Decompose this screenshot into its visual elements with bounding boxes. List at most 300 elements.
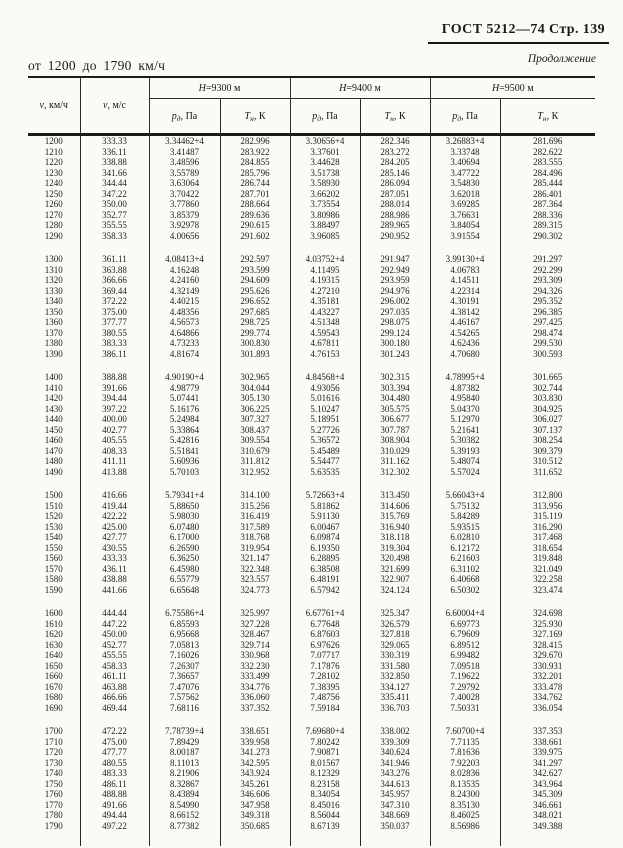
table-cell: 7.59184 xyxy=(290,703,360,714)
table-cell: 296.652 xyxy=(220,296,290,307)
table-cell: 321.147 xyxy=(220,553,290,564)
table-cell: 366.66 xyxy=(80,275,149,286)
table-cell: 3.69285 xyxy=(430,199,500,210)
table-row xyxy=(28,178,595,189)
table-cell: 1720 xyxy=(44,747,63,757)
table-cell: 350.685 xyxy=(220,821,290,832)
table-cell: 6.26590 xyxy=(149,543,220,554)
table-cell: 4.40215 xyxy=(149,296,220,307)
table-cell: 6.57942 xyxy=(290,585,360,596)
table-cell: 317.589 xyxy=(220,522,290,533)
table-cell: 3.47722 xyxy=(430,168,500,179)
table-cell: 8.45016 xyxy=(290,800,360,811)
table-cell: 338.88 xyxy=(80,157,149,168)
table-cell: 6.21603 xyxy=(430,553,500,564)
table-cell: 419.44 xyxy=(80,501,149,512)
table-cell: 433.33 xyxy=(80,553,149,564)
table-cell: 330.968 xyxy=(220,650,290,661)
table-cell: 350.037 xyxy=(360,821,430,832)
table-cell: 8.21906 xyxy=(149,768,220,779)
table-cell: 6.60004+4 xyxy=(430,608,500,619)
table-cell: 4.03752+4 xyxy=(290,254,360,265)
table-cell: 302.965 xyxy=(220,372,290,383)
table-cell: 325.347 xyxy=(360,608,430,619)
table-cell: 6.69773 xyxy=(430,619,500,630)
table-cell: 314.606 xyxy=(360,501,430,512)
table-cell: 311.652 xyxy=(500,467,595,478)
table-cell: 6.85593 xyxy=(149,619,220,630)
data-table xyxy=(28,76,595,846)
table-cell: 1550 xyxy=(44,542,63,553)
table-cell: 285.796 xyxy=(220,168,290,179)
table-cell: 438.88 xyxy=(80,574,149,585)
table-cell: 289.965 xyxy=(360,220,430,231)
table-cell: 380.55 xyxy=(80,328,149,339)
spacer-cell xyxy=(80,241,149,254)
table-cell: 6.95668 xyxy=(149,629,220,640)
spacer-cell xyxy=(80,477,149,490)
range-label: от 1200 до 1790 км/ч xyxy=(28,58,166,73)
table-cell: 314.100 xyxy=(220,490,290,501)
table-cell: 298.725 xyxy=(220,317,290,328)
table-cell: 327.169 xyxy=(500,629,595,640)
spacer-cell xyxy=(220,713,290,726)
spacer-cell xyxy=(430,831,500,846)
t-unit: , К xyxy=(546,110,559,122)
table-cell: 5.33864 xyxy=(149,425,220,436)
table-row xyxy=(28,532,595,543)
table-cell: 324.698 xyxy=(500,608,595,619)
table-cell: 3.62018 xyxy=(430,189,500,200)
table-cell: 6.02810 xyxy=(430,532,500,543)
table-cell: 343.964 xyxy=(500,779,595,790)
table-cell: 288.986 xyxy=(360,210,430,221)
table-cell: 304.044 xyxy=(220,383,290,394)
table-cell: 327.228 xyxy=(220,619,290,630)
table-cell: 318.768 xyxy=(220,532,290,543)
block-spacer-row xyxy=(28,713,595,726)
table-cell: 288.336 xyxy=(500,210,595,221)
table-cell: 319.304 xyxy=(360,543,430,554)
table-cell: 5.24984 xyxy=(149,414,220,425)
table-cell: 6.07480 xyxy=(149,522,220,533)
table-cell: 285.146 xyxy=(360,168,430,179)
spacer-cell xyxy=(430,477,500,490)
table-cell: 402.77 xyxy=(80,425,149,436)
table-cell: 3.48596 xyxy=(149,157,220,168)
table-cell: 5.75132 xyxy=(430,501,500,512)
table-cell: 312.952 xyxy=(220,467,290,478)
table-cell: 335.411 xyxy=(360,692,430,703)
table-cell: 312.302 xyxy=(360,467,430,478)
table-cell: 342.627 xyxy=(500,768,595,779)
table-cell: 4.62436 xyxy=(430,338,500,349)
table-row xyxy=(28,574,595,585)
col-header-t-9300 xyxy=(220,99,290,135)
table-cell: 6.89512 xyxy=(430,640,500,651)
p-symbol: p xyxy=(171,110,177,122)
table-cell: 4.06783 xyxy=(430,265,500,276)
table-cell: 6.65648 xyxy=(149,585,220,596)
table-cell: 1760 xyxy=(44,789,63,799)
table-cell: 7.28102 xyxy=(290,671,360,682)
table-cell: 422.22 xyxy=(80,511,149,522)
spacer-cell xyxy=(28,359,80,372)
table-cell: 477.77 xyxy=(80,747,149,758)
table-cell: 292.949 xyxy=(360,265,430,276)
p-unit: , Па xyxy=(321,110,338,122)
table-cell: 369.44 xyxy=(80,286,149,297)
table-cell: 6.17000 xyxy=(149,532,220,543)
table-cell: 319.954 xyxy=(220,543,290,554)
block-spacer-row xyxy=(28,477,595,490)
table-cell: 4.81674 xyxy=(149,349,220,360)
table-cell: 3.92978 xyxy=(149,220,220,231)
t-unit: , К xyxy=(253,110,266,122)
v-symbol: v xyxy=(103,100,108,111)
table-cell: 1770 xyxy=(44,799,63,810)
table-cell: 1290 xyxy=(44,230,63,241)
table-cell: 3.40694 xyxy=(430,157,500,168)
table-row xyxy=(28,671,595,682)
table-cell: 306.225 xyxy=(220,404,290,415)
t-subscript: н xyxy=(250,113,254,123)
table-cell: 338.651 xyxy=(220,726,290,737)
table-cell: 340.624 xyxy=(360,747,430,758)
spacer-cell xyxy=(220,241,290,254)
table-cell: 8.56044 xyxy=(290,810,360,821)
spacer-cell xyxy=(290,359,360,372)
table-cell: 413.88 xyxy=(80,467,149,478)
table-cell: 328.415 xyxy=(500,640,595,651)
table-row xyxy=(28,726,595,737)
t-subscript: н xyxy=(542,113,547,123)
table-cell: 332.850 xyxy=(360,671,430,682)
spacer-cell xyxy=(149,477,220,490)
table-cell: 347.22 xyxy=(80,189,149,200)
table-row xyxy=(28,456,595,467)
table-cell: 4.78995+4 xyxy=(430,372,500,383)
table-cell: 332.201 xyxy=(500,671,595,682)
table-cell: 4.08413+4 xyxy=(149,254,220,265)
table-cell: 427.77 xyxy=(80,532,149,543)
table-cell: 284.205 xyxy=(360,157,430,168)
table-cell: 3.73554 xyxy=(290,199,360,210)
table-cell: 425.00 xyxy=(80,522,149,533)
t-symbol: T xyxy=(384,110,391,122)
table-cell: 309.379 xyxy=(500,446,595,457)
table-row xyxy=(28,199,595,210)
p-subscript: д xyxy=(457,113,462,123)
table-cell: 304.480 xyxy=(360,393,430,404)
table-cell: 341.297 xyxy=(500,758,595,769)
table-cell: 4.27210 xyxy=(290,286,360,297)
table-cell: 5.36572 xyxy=(290,435,360,446)
table-cell: 363.88 xyxy=(80,265,149,276)
table-cell: 3.55789 xyxy=(149,168,220,179)
table-cell: 311.812 xyxy=(220,456,290,467)
table-cell: 8.00187 xyxy=(149,747,220,758)
table-cell: 3.63064 xyxy=(149,178,220,189)
table-cell: 3.91554 xyxy=(430,231,500,242)
table-cell: 441.66 xyxy=(80,585,149,596)
spacer-cell xyxy=(290,477,360,490)
table-cell: 286.744 xyxy=(220,178,290,189)
table-cell: 8.23158 xyxy=(290,779,360,790)
table-cell: 1200 xyxy=(44,136,63,146)
table-cell: 7.29792 xyxy=(430,682,500,693)
table-cell: 324.773 xyxy=(220,585,290,596)
table-cell: 297.425 xyxy=(500,317,595,328)
table-cell: 1370 xyxy=(44,327,63,338)
table-cell: 286.401 xyxy=(500,189,595,200)
table-cell: 6.19350 xyxy=(290,543,360,554)
table-cell: 348.021 xyxy=(500,810,595,821)
spacer-cell xyxy=(80,713,149,726)
p-subscript: д xyxy=(176,113,181,123)
table-row xyxy=(28,682,595,693)
col-header-t-9400 xyxy=(360,99,430,135)
table-cell: 5.01616 xyxy=(290,393,360,404)
table-cell: 1380 xyxy=(44,338,63,348)
table-row xyxy=(28,585,595,596)
table-cell: 298.474 xyxy=(500,328,595,339)
table-cell: 1230 xyxy=(44,167,63,178)
table-row xyxy=(28,338,595,349)
table-cell: 8.67139 xyxy=(290,821,360,832)
spacer-cell xyxy=(500,477,595,490)
table-cell: 408.33 xyxy=(80,446,149,457)
table-cell: 1700 xyxy=(44,726,63,736)
table-cell: 8.02836 xyxy=(430,768,500,779)
table-cell: 4.38142 xyxy=(430,307,500,318)
table-cell: 7.57562 xyxy=(149,692,220,703)
table-cell: 7.78739+4 xyxy=(149,726,220,737)
table-cell: 342.595 xyxy=(220,758,290,769)
table-cell: 5.88650 xyxy=(149,501,220,512)
table-cell: 355.55 xyxy=(80,220,149,231)
table-cell: 5.98030 xyxy=(149,511,220,522)
table-cell: 486.11 xyxy=(80,779,149,790)
spacer-cell xyxy=(360,477,430,490)
table-cell: 358.33 xyxy=(80,231,149,242)
table-cell: 326.579 xyxy=(360,619,430,630)
table-cell: 3.30656+4 xyxy=(290,135,360,147)
table-cell: 7.05813 xyxy=(149,640,220,651)
table-cell: 450.00 xyxy=(80,629,149,640)
table-cell: 7.50331 xyxy=(430,703,500,714)
table-cell: 455.55 xyxy=(80,650,149,661)
table-cell: 397.22 xyxy=(80,404,149,415)
table-row xyxy=(28,147,595,158)
table-cell: 7.17876 xyxy=(290,661,360,672)
table-cell: 306.027 xyxy=(500,414,595,425)
table-cell: 306.677 xyxy=(360,414,430,425)
table-cell: 349.318 xyxy=(220,810,290,821)
table-cell: 343.276 xyxy=(360,768,430,779)
table-cell: 7.89429 xyxy=(149,737,220,748)
table-cell: 3.54830 xyxy=(430,178,500,189)
table-cell: 388.88 xyxy=(80,372,149,383)
table-cell: 3.76631 xyxy=(430,210,500,221)
spacer-cell xyxy=(149,241,220,254)
table-cell: 5.48074 xyxy=(430,456,500,467)
table-cell: 341.946 xyxy=(360,758,430,769)
table-cell: 289.636 xyxy=(220,210,290,221)
table-cell: 1750 xyxy=(44,778,63,789)
table-cell: 288.664 xyxy=(220,199,290,210)
table-cell: 316.940 xyxy=(360,522,430,533)
table-cell: 308.904 xyxy=(360,435,430,446)
spacer-cell xyxy=(220,595,290,608)
table-cell: 287.701 xyxy=(220,189,290,200)
table-cell: 8.01567 xyxy=(290,758,360,769)
table-cell: 310.029 xyxy=(360,446,430,457)
table-cell: 292.299 xyxy=(500,265,595,276)
spacer-cell xyxy=(360,241,430,254)
col-header-v-ms xyxy=(80,77,149,135)
table-cell: 4.30191 xyxy=(430,296,500,307)
table-cell: 329.065 xyxy=(360,640,430,651)
table-cell: 284.496 xyxy=(500,168,595,179)
table-cell: 5.51841 xyxy=(149,446,220,457)
h-symbol: H xyxy=(339,82,347,94)
table-cell: 315.256 xyxy=(220,501,290,512)
table-cell: 6.50302 xyxy=(430,585,500,596)
table-cell: 332.230 xyxy=(220,661,290,672)
table-cell: 301.665 xyxy=(500,372,595,383)
spacer-cell xyxy=(80,595,149,608)
table-cell: 311.162 xyxy=(360,456,430,467)
table-cell: 4.73233 xyxy=(149,338,220,349)
table-cell: 4.22314 xyxy=(430,286,500,297)
table-cell: 1590 xyxy=(44,584,63,595)
table-row xyxy=(28,553,595,564)
table-cell: 5.72663+4 xyxy=(290,490,360,501)
table-cell: 6.79609 xyxy=(430,629,500,640)
table-cell: 318.654 xyxy=(500,543,595,554)
table-cell: 294.976 xyxy=(360,286,430,297)
table-cell: 8.12329 xyxy=(290,768,360,779)
table-cell: 7.07717 xyxy=(290,650,360,661)
table-cell: 4.70680 xyxy=(430,349,500,360)
table-cell: 7.80242 xyxy=(290,737,360,748)
table-cell: 1430 xyxy=(44,403,63,414)
col-header-p-9400 xyxy=(290,99,360,135)
table-cell: 5.79341+4 xyxy=(149,490,220,501)
table-cell: 377.77 xyxy=(80,317,149,328)
spacer-cell xyxy=(149,713,220,726)
spacer-cell xyxy=(80,359,149,372)
table-cell: 411.11 xyxy=(80,456,149,467)
table-cell: 6.67761+4 xyxy=(290,608,360,619)
spacer-cell xyxy=(360,595,430,608)
table-cell: 430.55 xyxy=(80,543,149,554)
table-cell: 282.622 xyxy=(500,147,595,158)
table-cell: 319.848 xyxy=(500,553,595,564)
t-subscript: н xyxy=(390,113,394,123)
h9500-value: =9500 м xyxy=(499,82,534,94)
table-cell: 307.327 xyxy=(220,414,290,425)
table-cell: 290.615 xyxy=(220,220,290,231)
p-symbol: p xyxy=(452,110,458,122)
table-cell: 291.947 xyxy=(360,254,430,265)
table-cell: 458.33 xyxy=(80,661,149,672)
table-cell: 329.670 xyxy=(500,650,595,661)
table-row xyxy=(28,564,595,575)
table-cell: 317.468 xyxy=(500,532,595,543)
spacer-cell xyxy=(430,713,500,726)
table-cell: 307.787 xyxy=(360,425,430,436)
table-cell: 350.00 xyxy=(80,199,149,210)
table-cell: 348.669 xyxy=(360,810,430,821)
table-cell: 312.800 xyxy=(500,490,595,501)
table-cell: 346.606 xyxy=(220,789,290,800)
table-cell: 6.48191 xyxy=(290,574,360,585)
table-cell: 5.42816 xyxy=(149,435,220,446)
table-cell: 4.84568+4 xyxy=(290,372,360,383)
table-cell: 302.315 xyxy=(360,372,430,383)
table-cell: 1630 xyxy=(44,639,63,650)
table-cell: 3.96085 xyxy=(290,231,360,242)
table-cell: 315.769 xyxy=(360,511,430,522)
table-cell: 1280 xyxy=(44,220,63,230)
table-cell: 1640 xyxy=(44,650,63,660)
table-cell: 8.46025 xyxy=(430,810,500,821)
table-cell: 3.37601 xyxy=(290,147,360,158)
table-cell: 331.580 xyxy=(360,661,430,672)
table-cell: 3.77860 xyxy=(149,199,220,210)
spacer-cell xyxy=(360,831,430,846)
spacer-cell xyxy=(290,241,360,254)
table-cell: 7.26307 xyxy=(149,661,220,672)
table-row xyxy=(28,789,595,800)
table-cell: 1530 xyxy=(44,521,63,532)
table-cell: 1350 xyxy=(44,306,63,317)
table-row xyxy=(28,661,595,672)
table-cell: 6.31102 xyxy=(430,564,500,575)
table-cell: 1420 xyxy=(44,393,63,403)
table-cell: 3.85379 xyxy=(149,210,220,221)
table-cell: 361.11 xyxy=(80,254,149,265)
table-cell: 7.60700+4 xyxy=(430,726,500,737)
table-cell: 4.90190+4 xyxy=(149,372,220,383)
t-unit: , К xyxy=(393,110,406,122)
table-cell: 1460 xyxy=(44,435,63,445)
table-cell: 315.119 xyxy=(500,511,595,522)
table-cell: 4.67811 xyxy=(290,338,360,349)
table-cell: 3.34462+4 xyxy=(149,135,220,147)
table-cell: 8.56986 xyxy=(430,821,500,832)
table-cell: 290.952 xyxy=(360,231,430,242)
table-cell: 282.996 xyxy=(220,135,290,147)
table-cell: 1210 xyxy=(44,146,63,157)
table-cell: 8.77382 xyxy=(149,821,220,832)
table-row xyxy=(28,650,595,661)
table-cell: 7.09518 xyxy=(430,661,500,672)
spacer-cell xyxy=(149,595,220,608)
table-cell: 1400 xyxy=(44,372,63,382)
table-cell: 3.41487 xyxy=(149,147,220,158)
table-cell: 298.075 xyxy=(360,317,430,328)
table-cell: 297.035 xyxy=(360,307,430,318)
table-cell: 291.297 xyxy=(500,254,595,265)
table-cell: 6.99482 xyxy=(430,650,500,661)
table-cell: 494.44 xyxy=(80,810,149,821)
table-cell: 1240 xyxy=(44,178,63,188)
table-row xyxy=(28,372,595,383)
table-cell: 329.714 xyxy=(220,640,290,651)
